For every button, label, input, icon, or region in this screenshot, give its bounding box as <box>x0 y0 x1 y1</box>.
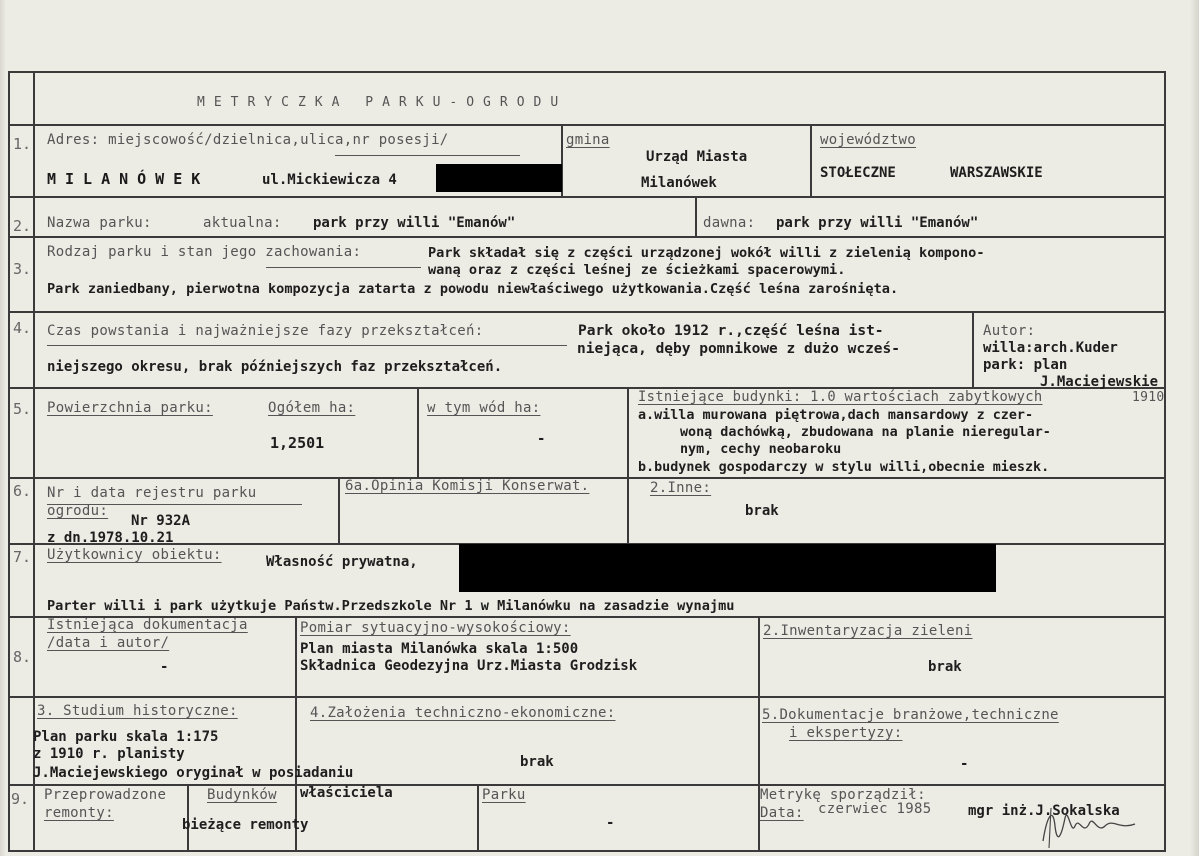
current-name-label: aktualna: <box>203 215 282 231</box>
author-line-2: park: plan <box>983 357 1068 373</box>
users-value-1: Własność prywatna, <box>266 554 418 570</box>
building-a-line-1: a.willa murowana piętrowa,dach mansardowy z czer- <box>638 408 1034 423</box>
users-value-2: Parter willi i park użytkuje Państw.Przedszkole Nr 1 w Milanówku na zasadzie wynajmu <box>47 598 735 614</box>
redacted-block-users <box>459 544 996 592</box>
area-label: Powierzchnia parku: <box>47 400 213 416</box>
row-number-4: 4. <box>13 319 32 337</box>
former-name-value: park przy willi "Emanów" <box>776 215 979 231</box>
register-date: z dn.1978.10.21 <box>47 530 174 546</box>
row-number-3: 3. <box>13 260 32 278</box>
voivodeship-label: województwo <box>820 132 917 148</box>
park-repairs-value: - <box>606 815 615 831</box>
branch-docs-label-1: 5.Dokumentacje branżowe,techniczne <box>762 707 1059 723</box>
former-name-label: dawna: <box>703 215 756 231</box>
row-number-7: 7. <box>13 548 32 566</box>
park-condition-line: Park zaniedbany, pierwotna kompozycja zatarta z powodu niewłaściwego użytkowania.Część leśna zarośnięta. <box>47 281 899 297</box>
park-type-underline <box>266 267 421 268</box>
author-line-1: willa:arch.Kuder <box>983 340 1118 356</box>
address-underline <box>335 155 520 156</box>
historical-study-line-1: Plan parku skala 1:175 <box>33 729 219 745</box>
building-a-line-2: woną dachówką, zbudowana na planie nieregular- <box>680 425 1051 440</box>
total-area-label: Ogółem ha: <box>268 400 356 416</box>
origin-line-1: Park około 1912 r.,część leśna ist- <box>578 323 884 339</box>
author-label: Autor: <box>983 323 1036 339</box>
documentation-value: - <box>160 659 169 675</box>
prepared-by-label: Metrykę sporządził: <box>760 787 926 803</box>
branch-docs-label-2: i ekspertyzy: <box>789 725 903 741</box>
author-line-3: J.Maciejewskie <box>1040 374 1159 390</box>
repairs-label-2: remonty: <box>44 805 114 821</box>
gmina-value-line-2: Milanówek <box>641 175 717 191</box>
row-number-6: 6. <box>13 482 32 500</box>
historical-study-line-2: z 1910 r. planisty <box>33 746 185 762</box>
building-b-line: b.budynek gospodarczy w stylu willi,obecnie mieszk. <box>638 460 1050 475</box>
branch-docs-value: - <box>960 756 969 772</box>
street-value: ul.Mickiewicza 4 <box>262 172 397 188</box>
row-number-8: 8. <box>13 648 32 666</box>
voivodeship-value-2: WARSZAWSKIE <box>950 165 1043 181</box>
tech-econ-label: 4.Założenia techniczno-ekonomiczne: <box>310 705 616 721</box>
voivodeship-value-1: STOŁECZNE <box>820 165 896 181</box>
documentation-label-1: Istniejąca dokumentacja <box>47 617 248 633</box>
park-type-line-2: waną oraz z części leśnej ze ścieżkami spacerowymi. <box>428 262 846 278</box>
users-label: Użytkownicy obiektu: <box>47 547 222 563</box>
gmina-label: gmina <box>566 132 610 148</box>
total-area-value: 1,2501 <box>270 434 325 452</box>
author-name: mgr inż.J.Sokalska <box>968 803 1120 819</box>
current-name-value: park przy willi "Emanów" <box>313 215 516 231</box>
register-label-2: ogrodu: <box>47 503 109 519</box>
building-a-line-3: nym, cechy neobaroku <box>680 442 842 457</box>
origin-label: Czas powstania i najważniejsze fazy przekształceń: <box>47 323 484 339</box>
row-number-2: 2. <box>13 217 32 235</box>
survey-label: Pomiar sytuacyjno-wysokościowy: <box>300 620 571 636</box>
buildings-repairs-label: Budynków <box>207 787 277 803</box>
repairs-label-1: Przeprowadzone <box>44 787 167 803</box>
park-name-label: Nazwa parku: <box>47 215 152 231</box>
other-label: 2.Inne: <box>650 480 712 496</box>
historical-study-line-3: J.Maciejewskiego oryginał w posiadaniu <box>33 765 354 781</box>
register-number: Nr 932A <box>131 513 191 529</box>
row-number-5: 5. <box>13 400 32 418</box>
origin-line-3: niejszego okresu, brak późniejszych faz przekształceń. <box>47 359 503 375</box>
park-type-line-1: Park składał się z części urządzonej wokół willi z zielenią kompono- <box>428 245 985 261</box>
row-number-1: 1. <box>13 135 32 153</box>
date-label: Data: <box>760 805 804 821</box>
date-value: czerwiec 1985 <box>818 801 932 817</box>
historical-study-line-4: właściciela <box>300 785 393 801</box>
register-label-1: Nr i data rejestru parku <box>47 485 257 501</box>
survey-line-1: Plan miasta Milanówka skala 1:500 <box>300 641 579 657</box>
historical-study-label: 3. Studium historyczne: <box>37 703 238 719</box>
tech-econ-value: brak <box>520 754 554 770</box>
buildings-repairs-value: bieżące remonty <box>182 817 309 833</box>
greenery-value: brak <box>928 659 962 675</box>
origin-underline <box>47 345 567 346</box>
water-area-label: w tym wód ha: <box>427 400 541 416</box>
town-value: MILANÓWEK <box>47 170 210 188</box>
gmina-value-line-1: Urząd Miasta <box>646 149 748 165</box>
greenery-label: 2.Inwentaryzacja zieleni <box>763 623 973 639</box>
address-label: Adres: miejscowość/dzielnica,ulica,nr posesji/ <box>47 132 449 148</box>
water-area-value: - <box>537 431 546 447</box>
survey-line-2: Składnica Geodezyjna Urz.Miasta Grodzisk <box>300 658 638 674</box>
commission-opinion-label: 6a.Opinia Komisji Konserwat. <box>345 478 590 494</box>
documentation-label-2: /data i autor/ <box>47 635 170 651</box>
park-type-label: Rodzaj parku i stan jego zachowania: <box>47 244 362 260</box>
redacted-block <box>436 164 562 192</box>
park-repairs-label: Parku <box>482 787 526 803</box>
form-title: METRYCZKA PARKU-OGRODU <box>197 95 568 110</box>
other-value: brak <box>745 503 779 519</box>
signature-image <box>1035 796 1145 850</box>
author-line-4: 1910 <box>1132 390 1165 405</box>
origin-line-2: niejąca, dęby pomnikowe z dużo wcześ- <box>577 341 901 357</box>
buildings-label: Istniejące budynki: 1.0 wartościach zabytkowych <box>638 389 1043 405</box>
row-number-9: 9. <box>11 790 30 808</box>
